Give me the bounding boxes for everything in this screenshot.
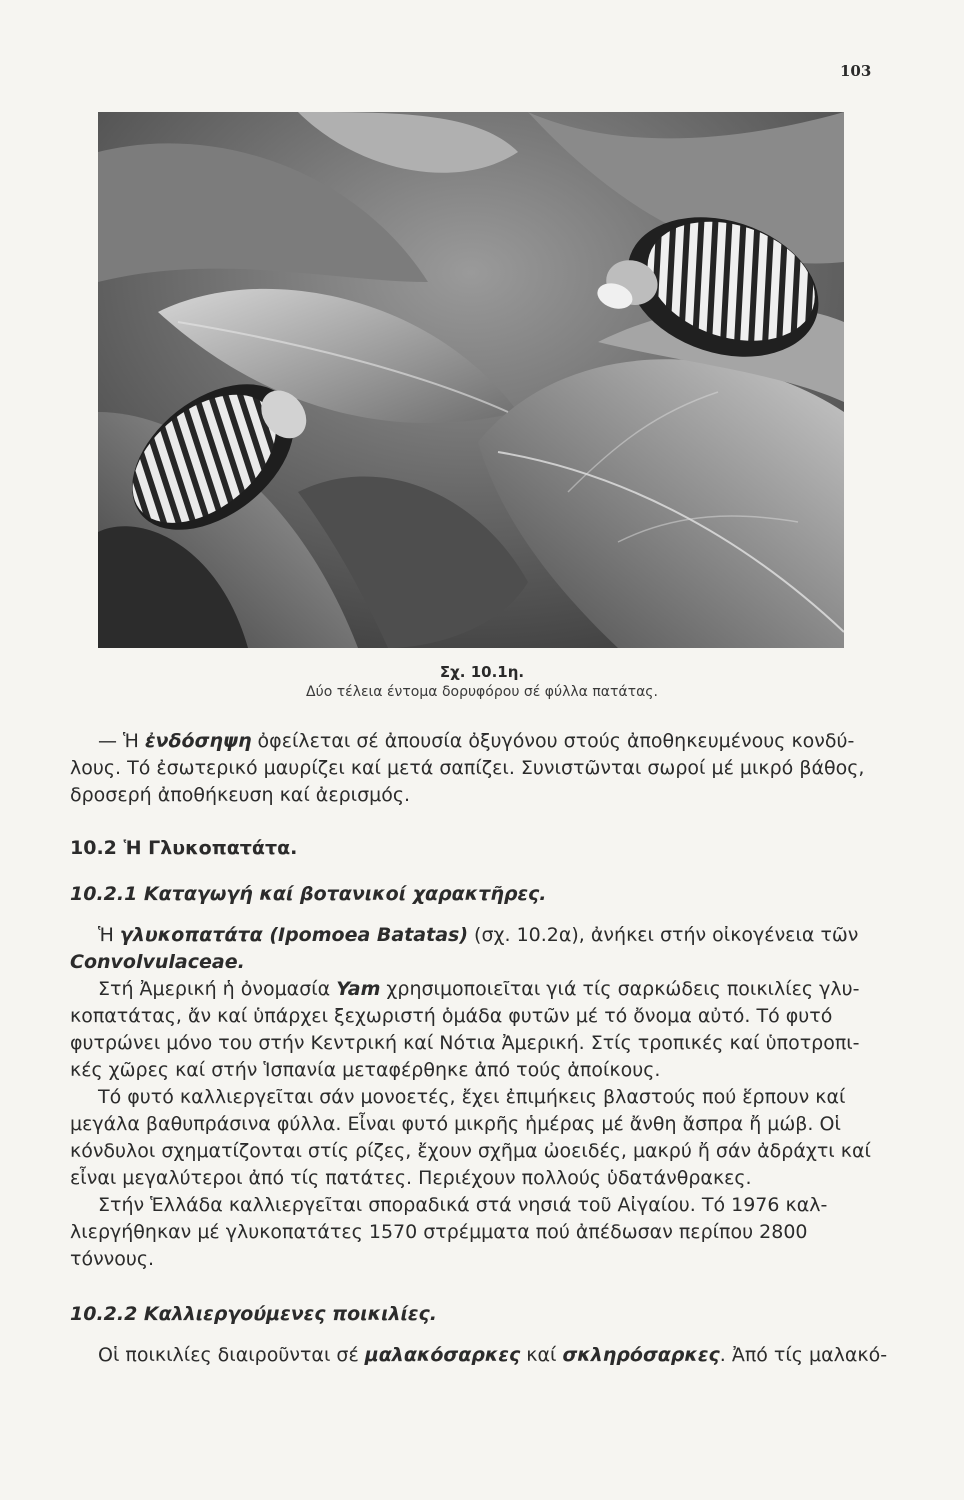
term-soft-fleshed: μαλακόσαρκες xyxy=(364,1344,521,1366)
term-endosepsis: ἐνδόσηψη xyxy=(144,730,252,752)
paragraph-line: Οἱ ποικιλίες διαιροῦνται σέ μαλακόσαρκες καί σκληρόσαρκες. Ἀπό τίς μαλακό- xyxy=(98,1344,888,1366)
figure-photo xyxy=(98,112,844,648)
page-number: 103 xyxy=(840,62,872,80)
term-yam: Yam xyxy=(336,978,381,1000)
paragraph-line: δροσερή ἀποθήκευση καί ἀερισμός. xyxy=(70,784,411,806)
paragraph-line: Τό φυτό καλλιεργεῖται σάν μονοετές, ἔχει ἐπιμήκεις βλαστούς πού ἕρπουν καί xyxy=(98,1086,846,1108)
paragraph-line: κοπατάτας, ἄν καί ὑπάρχει ξεχωριστή ὁμάδα φυτῶν μέ τό ὄνομα αὐτό. Τό φυτό xyxy=(70,1005,833,1027)
subsection-heading: 10.2.2 Καλλιεργούμενες ποικιλίες. xyxy=(70,1303,437,1325)
family-name: Convolvulaceae. xyxy=(70,951,245,973)
paragraph-line: κές χῶρες καί στήν Ἱσπανία μεταφέρθηκε ἀπό τούς ἀποίκους. xyxy=(70,1059,661,1081)
paragraph-line: Στή Ἀμερική ἡ ὀνομασία Yam χρησιμοποιεῖται γιά τίς σαρκώδεις ποικιλίες γλυ- xyxy=(98,978,860,1000)
paragraph-line: — Ἡ ἐνδόσηψη ὀφείλεται σέ ἀπουσία ὀξυγόνου στούς ἀποθηκευμένους κονδύ- xyxy=(98,730,855,752)
figure-caption: Δύο τέλεια έντομα δορυφόρου σέ φύλλα πατάτας. xyxy=(306,684,658,700)
term-firm-fleshed: σκληρόσαρκες xyxy=(562,1344,720,1366)
subsection-heading: 10.2.1 Καταγωγή καί βοτανικοί χαρακτῆρες. xyxy=(70,883,547,905)
paragraph-line: εἶναι μεγαλύτεροι ἀπό τίς πατάτες. Περιέχουν πολλούς ὑδατάνθρακες. xyxy=(70,1167,752,1189)
paragraph-line: λιεργήθηκαν μέ γλυκοπατάτες 1570 στρέμματα πού ἀπέδωσαν περίπου 2800 xyxy=(70,1221,808,1243)
paragraph-line: φυτρώνει μόνο του στήν Κεντρική καί Νότια Ἀμερική. Στίς τροπικές καί ὑποτροπι- xyxy=(70,1032,860,1054)
paragraph-line: κόνδυλοι σχηματίζονται στίς ρίζες, ἔχουν σχῆμα ὠοειδές, μακρύ ἤ σάν ἀδράχτι καί xyxy=(70,1140,871,1162)
term-sweet-potato: γλυκοπατάτα (Ipomoea Batatas) xyxy=(119,924,469,946)
paragraph-line: Στήν Ἑλλάδα καλλιεργεῖται σποραδικά στά νησιά τοῦ Αἰγαίου. Τό 1976 καλ- xyxy=(98,1194,828,1216)
section-heading: 10.2 Ἡ Γλυκοπατάτα. xyxy=(70,837,298,859)
figure-number: Σχ. 10.1η. xyxy=(439,663,525,681)
paragraph-line: λους. Τό ἐσωτερικό μαυρίζει καί μετά σαπίζει. Συνιστῶνται σωροί μέ μικρό βάθος, xyxy=(70,757,865,779)
paragraph-line: μεγάλα βαθυπράσινα φύλλα. Εἶναι φυτό μικρῆς ἡμέρας μέ ἄνθη ἄσπρα ἤ μώβ. Οἱ xyxy=(70,1113,841,1135)
paragraph-line: Ἡ γλυκοπατάτα (Ipomoea Batatas) (σχ. 10.2α), ἀνήκει στήν οἰκογένεια τῶν xyxy=(98,924,859,946)
paragraph-line: τόννους. xyxy=(70,1248,155,1270)
